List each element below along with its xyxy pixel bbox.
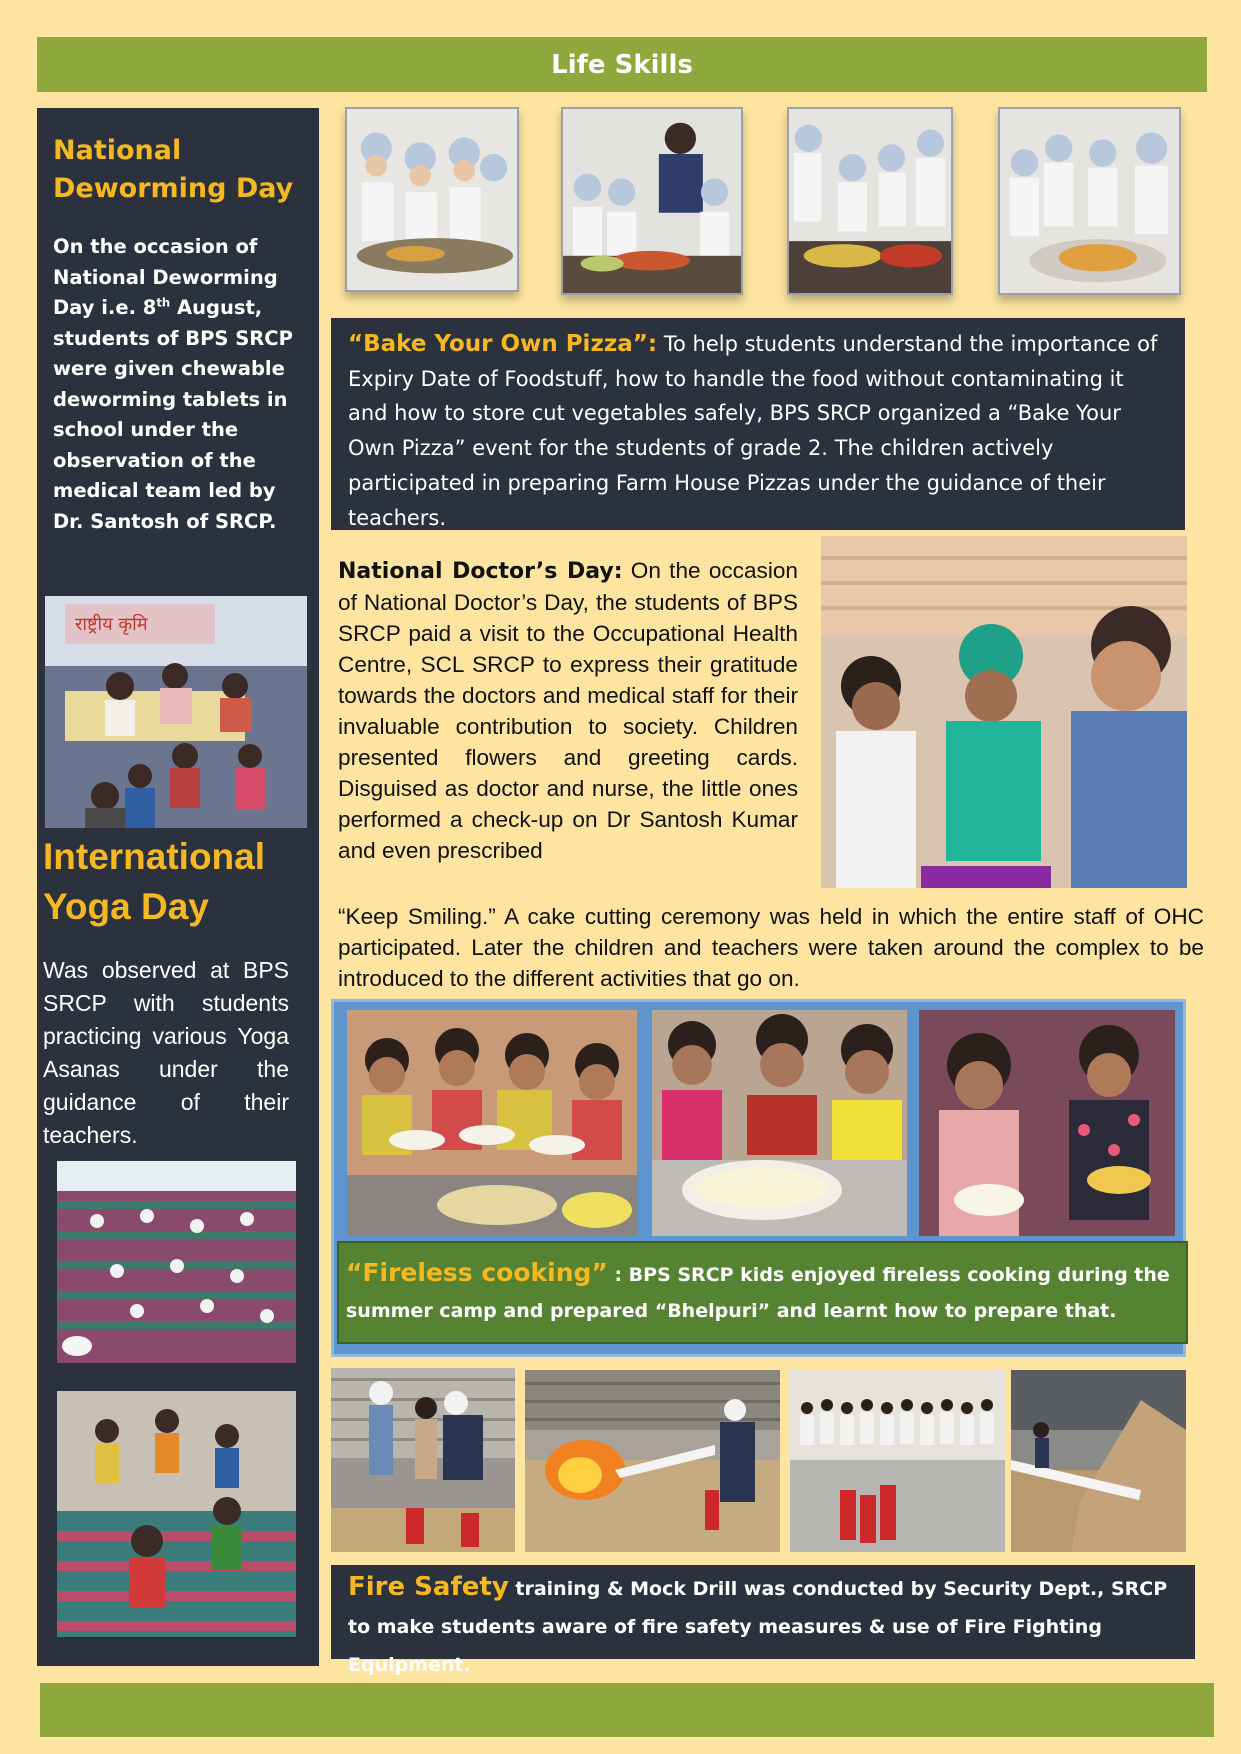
yoga-text: Was observed at BPS SRCP with students practicing various Yoga Asanas under the guidance of their teachers.	[43, 957, 289, 1148]
fireless-description: BPS SRCP kids enjoyed fireless cooking during the summer camp and prepared “Bhelpuri” and learnt how to prepare that.	[346, 1264, 1170, 1322]
fire-safety-photo-2	[525, 1370, 780, 1552]
deworming-heading-line2: Deworming Day	[53, 173, 294, 204]
fireless-paragraph	[346, 1255, 1186, 1329]
doctors-day-text-1: On the occasion of National Doctor’s Day, the students of BPS SRCP paid a visit to the Occupational Health Centre, SCL SRCP to express their gratitude towards the doctors and medical staff for their invaluable contribution to society. Children presented flowers and greeting cards. Disguised as doctor and nurse, the little ones performed a check-up on Dr Santosh Kumar and even prescribed	[338, 558, 798, 863]
deworming-text	[53, 232, 308, 537]
doctors-day-paragraph-part1	[338, 555, 798, 866]
yoga-heading	[43, 832, 303, 932]
fire-safety-title: Fire Safety	[348, 1572, 509, 1602]
fireless-photo-2	[652, 1010, 907, 1236]
deworming-text-before: On the occasion of National Deworming Day i.e. 8	[53, 235, 278, 319]
pizza-photo-2	[561, 107, 743, 295]
fireless-cooking-box	[337, 1241, 1188, 1344]
doctors-day-title: National Doctor’s Day:	[338, 559, 623, 584]
yoga-photo-1	[57, 1161, 296, 1363]
fireless-title: “Fireless cooking”	[346, 1258, 608, 1287]
yoga-heading-line1: International	[43, 836, 266, 877]
yoga-photo-2	[57, 1391, 296, 1637]
pizza-photo-4	[998, 107, 1181, 295]
pizza-description: To help students understand the importance of Expiry Date of Foodstuff, how to handle the food without contaminating it and how to store cut vegetables safely, BPS SRCP organized a “Bake Your Own Pizza” event for the students of grade 2. The children actively participated in preparing Farm House Pizzas under the guidance of their teachers.	[348, 332, 1158, 530]
fireless-separator: :	[607, 1264, 629, 1286]
fire-safety-photo-3	[790, 1370, 1005, 1552]
fire-safety-description: training & Mock Drill was conducted by Security Dept., SRCP to make students aware of fire safety measures & use of Fire Fighting Equipment.	[348, 1578, 1168, 1676]
pizza-text-box	[331, 318, 1185, 530]
deworming-text-after: August, students of BPS SRCP were given chewable deworming tablets in school under the observation of the medical team led by Dr. Santosh of SRCP.	[53, 296, 293, 533]
page-footer-banner	[40, 1683, 1214, 1737]
yoga-heading-line2: Yoga Day	[43, 886, 209, 927]
fireless-photo-1	[347, 1010, 637, 1236]
svg-text:राष्ट्रीय कृमि: राष्ट्रीय कृमि	[75, 614, 148, 635]
pizza-photo-1	[345, 107, 519, 292]
page-header-banner	[37, 37, 1207, 92]
pizza-photo-3	[787, 107, 953, 295]
deworming-text-sup: th	[156, 295, 171, 310]
fire-safety-box	[331, 1565, 1195, 1676]
deworming-heading-line1: National	[53, 135, 182, 166]
fire-safety-photo-1	[331, 1368, 515, 1552]
deworming-photo	[45, 596, 307, 828]
fireless-photo-3	[919, 1010, 1175, 1236]
deworming-heading	[53, 132, 308, 208]
fire-safety-paragraph	[348, 1568, 1195, 1684]
pizza-title: “Bake Your Own Pizza”:	[348, 331, 658, 357]
doctors-day-photo	[821, 536, 1187, 888]
page-title: Life Skills	[551, 49, 693, 80]
pizza-paragraph	[348, 327, 1169, 535]
doctors-day-paragraph-part2: “Keep Smiling.” A cake cutting ceremony was held in which the entire staff of OHC participated. Later the children and teachers were taken around the complex to be introduced to the different activities that go on.	[338, 904, 1204, 991]
fire-safety-photo-4	[1011, 1370, 1186, 1552]
